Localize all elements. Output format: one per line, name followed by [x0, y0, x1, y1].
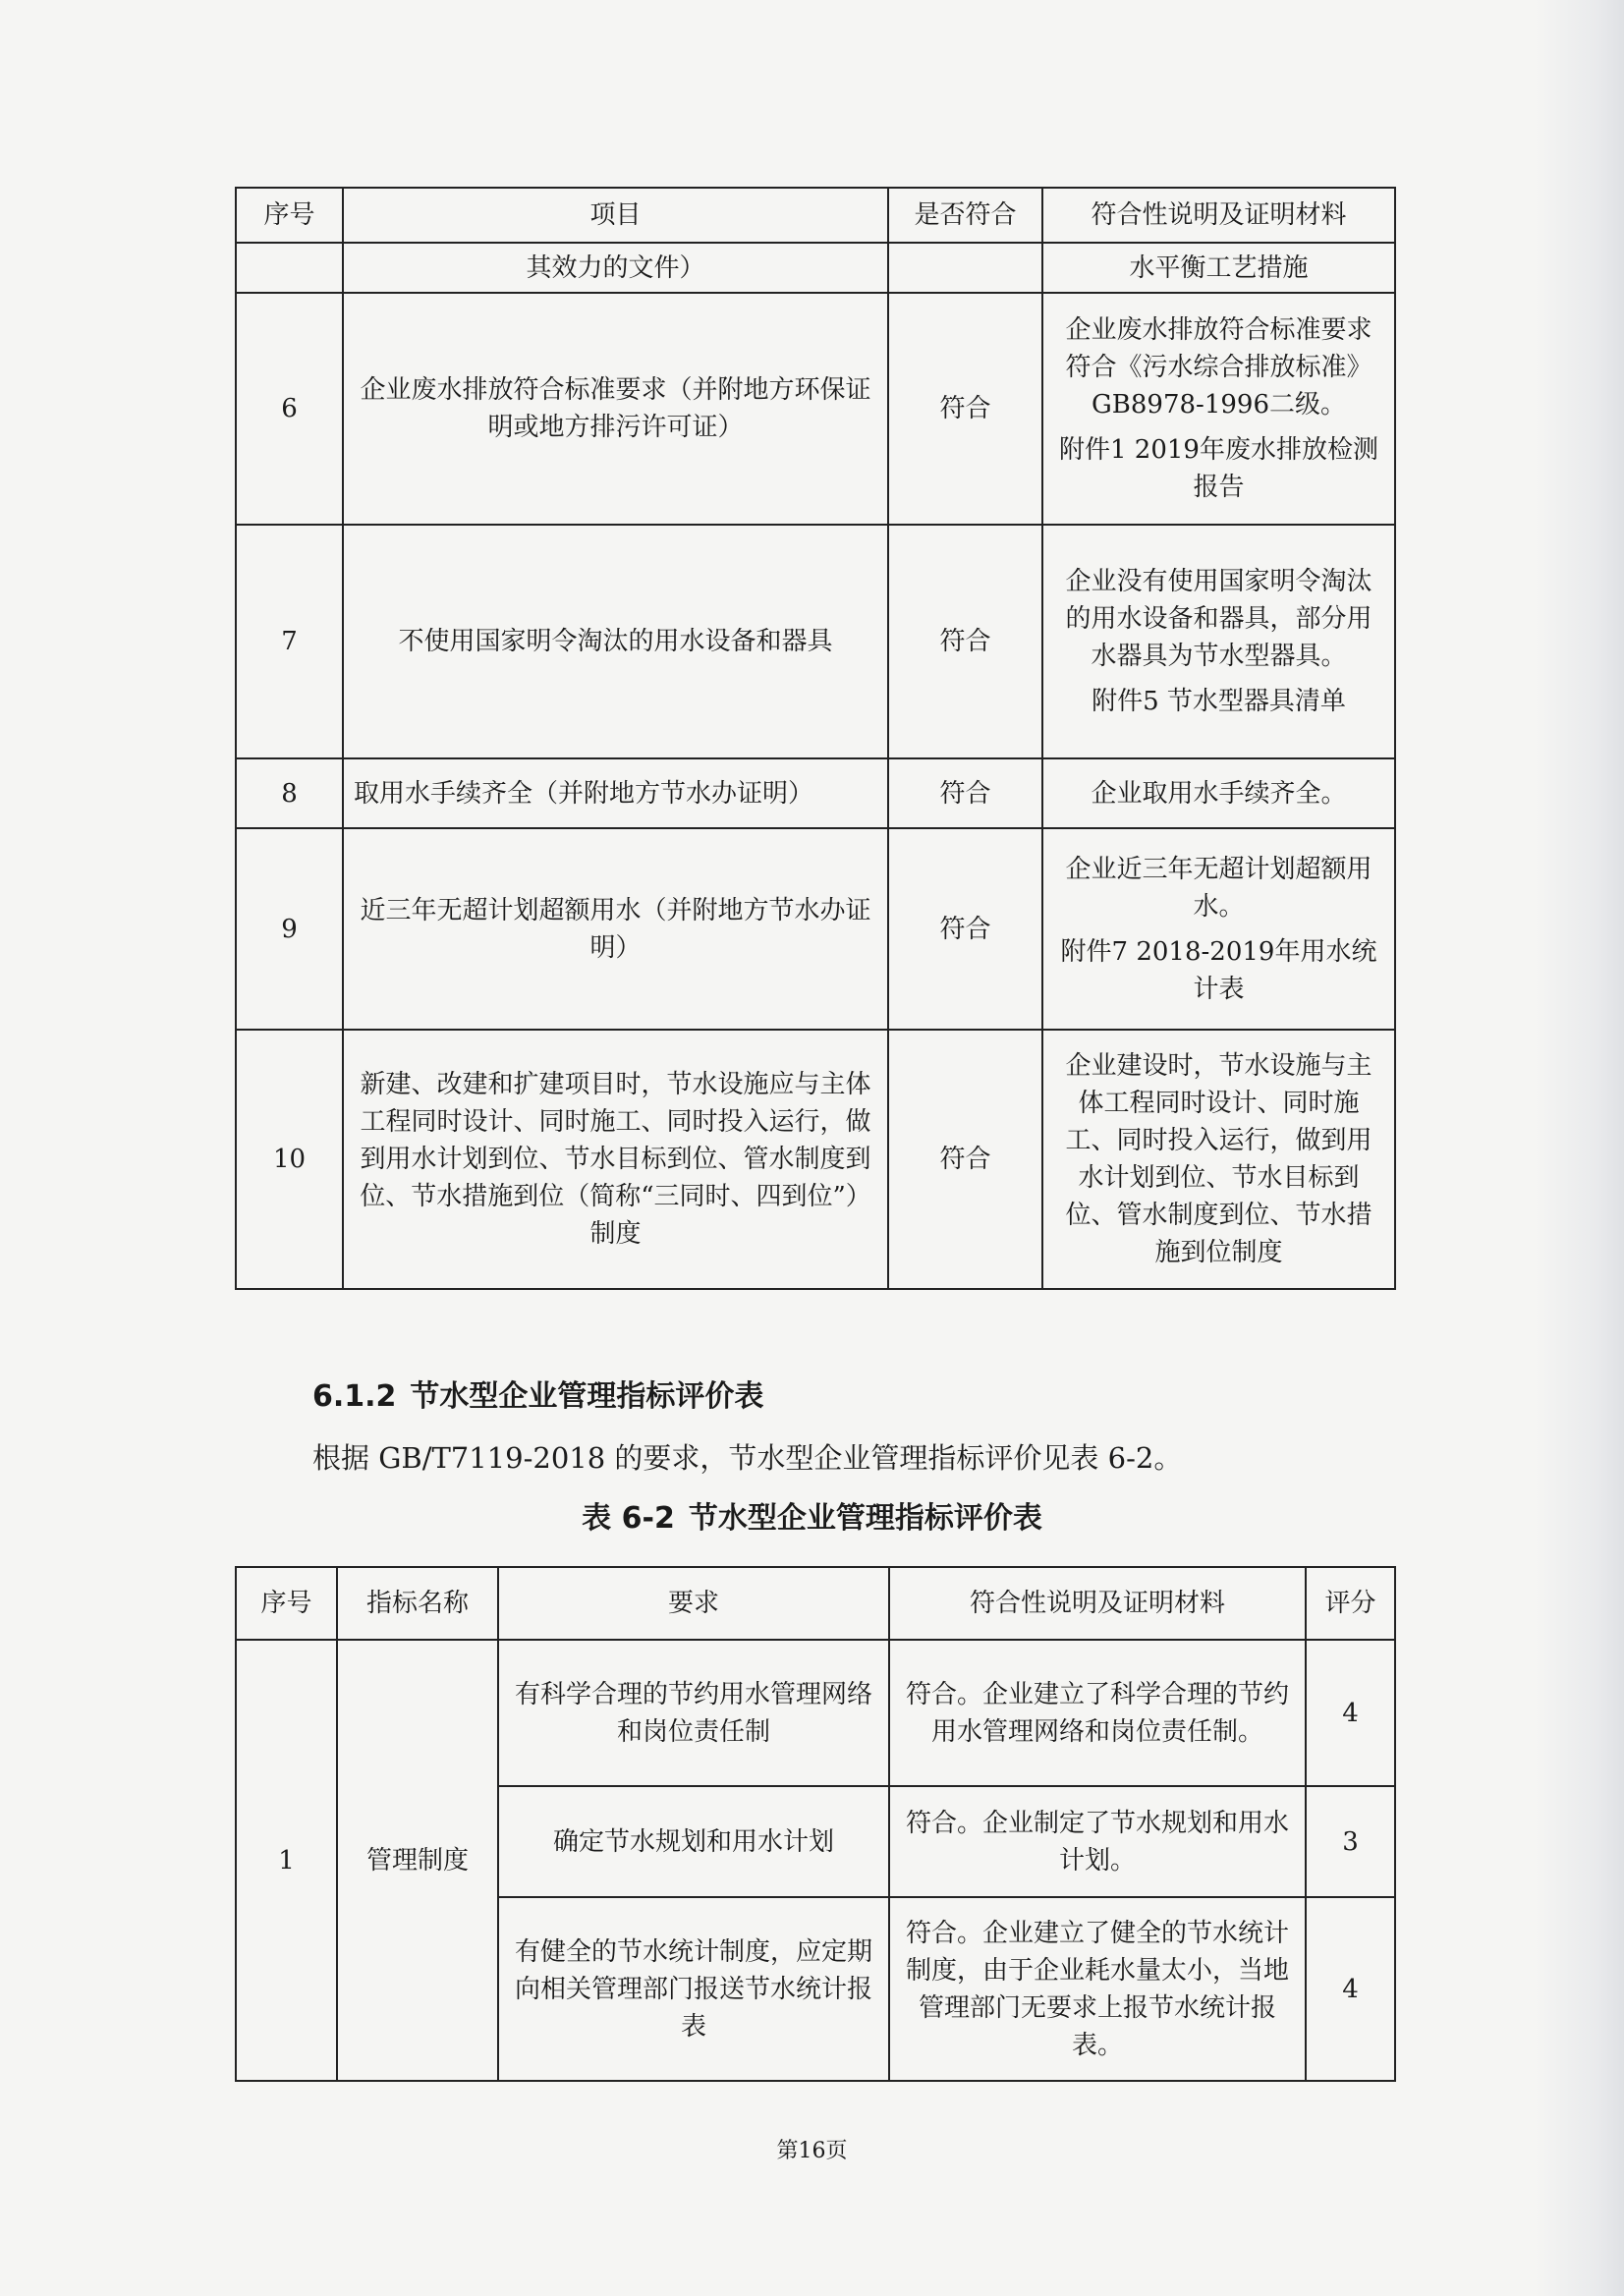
cell-result [888, 243, 1042, 293]
cell-index-name: 管理制度 [337, 1640, 498, 2081]
table-caption [0, 1493, 1624, 1537]
compliance-table [235, 187, 1396, 1290]
cell-no: 10 [236, 1030, 343, 1289]
header-cell: 要求 [498, 1567, 889, 1640]
management-index-table [235, 1566, 1396, 2082]
header-cell: 指标名称 [337, 1567, 498, 1640]
cell-result: 符合 [888, 525, 1042, 758]
note-text: 企业废水排放符合标准要求符合《污水综合排放标准》GB8978-1996二级。 [1065, 315, 1372, 420]
cell-note [1042, 525, 1395, 758]
header-cell: 项目 [343, 188, 888, 243]
cell-note: 企业建设时，节水设施与主体工程同时设计、同时施工、同时投入运行，做到用水计划到位、节水目标到位、管水制度到位、节水措施到位制度 [1042, 1030, 1395, 1289]
header-cell: 符合性说明及证明材料 [889, 1567, 1306, 1640]
cell-note: 符合。企业建立了健全的节水统计制度，由于企业耗水量太小，当地管理部门无要求上报节水统计报表。 [889, 1897, 1306, 2081]
cell-result: 符合 [888, 293, 1042, 525]
note-text: 企业没有使用国家明令淘汰的用水设备和器具，部分用水器具为节水型器具。 [1065, 567, 1372, 671]
header-cell: 评分 [1306, 1567, 1395, 1640]
attachment-text: 附件5 节水型器具清单 [1092, 687, 1346, 716]
table-row [236, 758, 1395, 828]
cell-note: 企业取用水手续齐全。 [1042, 758, 1395, 828]
cell-no: 9 [236, 828, 343, 1030]
table-header-row [236, 1567, 1395, 1640]
cell-item: 取用水手续齐全（并附地方节水办证明） [343, 758, 888, 828]
cell-score: 3 [1306, 1786, 1395, 1897]
section-title: 节水型企业管理指标评价表 [410, 1379, 764, 1414]
page-number: 第16页 [776, 2139, 848, 2163]
section-number: 6.1.2 [312, 1379, 397, 1414]
table-row [236, 828, 1395, 1030]
cell-note: 水平衡工艺措施 [1042, 243, 1395, 293]
cell-item: 不使用国家明令淘汰的用水设备和器具 [343, 525, 888, 758]
table-row [236, 293, 1395, 525]
cell-result: 符合 [888, 828, 1042, 1030]
header-cell: 是否符合 [888, 188, 1042, 243]
header-cell: 符合性说明及证明材料 [1042, 188, 1395, 243]
cell-note: 符合。企业制定了节水规划和用水计划。 [889, 1786, 1306, 1897]
cell-note [1042, 293, 1395, 525]
scan-edge-shadow [1536, 0, 1624, 2296]
section-heading [312, 1372, 763, 1415]
table-row-continued [236, 243, 1395, 293]
cell-score: 4 [1306, 1640, 1395, 1786]
table-row [236, 525, 1395, 758]
cell-no: 1 [236, 1640, 337, 2081]
cell-requirement: 有健全的节水统计制度，应定期向相关管理部门报送节水统计报表 [498, 1897, 889, 2081]
table-header-row [236, 188, 1395, 243]
cell-result: 符合 [888, 1030, 1042, 1289]
cell-no [236, 243, 343, 293]
body-paragraph: 根据 GB/T7119-2018 的要求，节水型企业管理指标评价见表 6-2。 [312, 1441, 1183, 1475]
cell-no: 6 [236, 293, 343, 525]
cell-note: 符合。企业建立了科学合理的节约用水管理网络和岗位责任制。 [889, 1640, 1306, 1786]
attachment-text: 附件7 2018-2019年用水统计表 [1060, 936, 1377, 1004]
cell-item: 企业废水排放符合标准要求（并附地方环保证明或地方排污许可证） [343, 293, 888, 525]
cell-item: 新建、改建和扩建项目时，节水设施应与主体工程同时设计、同时施工、同时投入运行，做到用水计划到位、节水目标到位、管水制度到位、节水措施到位（简称“三同时、四到位”）制度 [343, 1030, 888, 1289]
cell-note [1042, 828, 1395, 1030]
cell-no: 8 [236, 758, 343, 828]
attachment-text: 附件1 2019年废水排放检测报告 [1059, 435, 1378, 502]
header-cell: 序号 [236, 188, 343, 243]
note-text: 企业近三年无超计划超额用水。 [1065, 854, 1372, 922]
header-cell: 序号 [236, 1567, 337, 1640]
table-row [236, 1030, 1395, 1289]
cell-requirement: 确定节水规划和用水计划 [498, 1786, 889, 1897]
cell-result: 符合 [888, 758, 1042, 828]
cell-item: 其效力的文件） [343, 243, 888, 293]
caption-title: 节水型企业管理指标评价表 [688, 1501, 1042, 1536]
caption-number: 表 6-2 [582, 1501, 675, 1536]
cell-item: 近三年无超计划超额用水（并附地方节水办证明） [343, 828, 888, 1030]
table-row [236, 1640, 1395, 1786]
cell-no: 7 [236, 525, 343, 758]
cell-requirement: 有科学合理的节约用水管理网络和岗位责任制 [498, 1640, 889, 1786]
cell-score: 4 [1306, 1897, 1395, 2081]
